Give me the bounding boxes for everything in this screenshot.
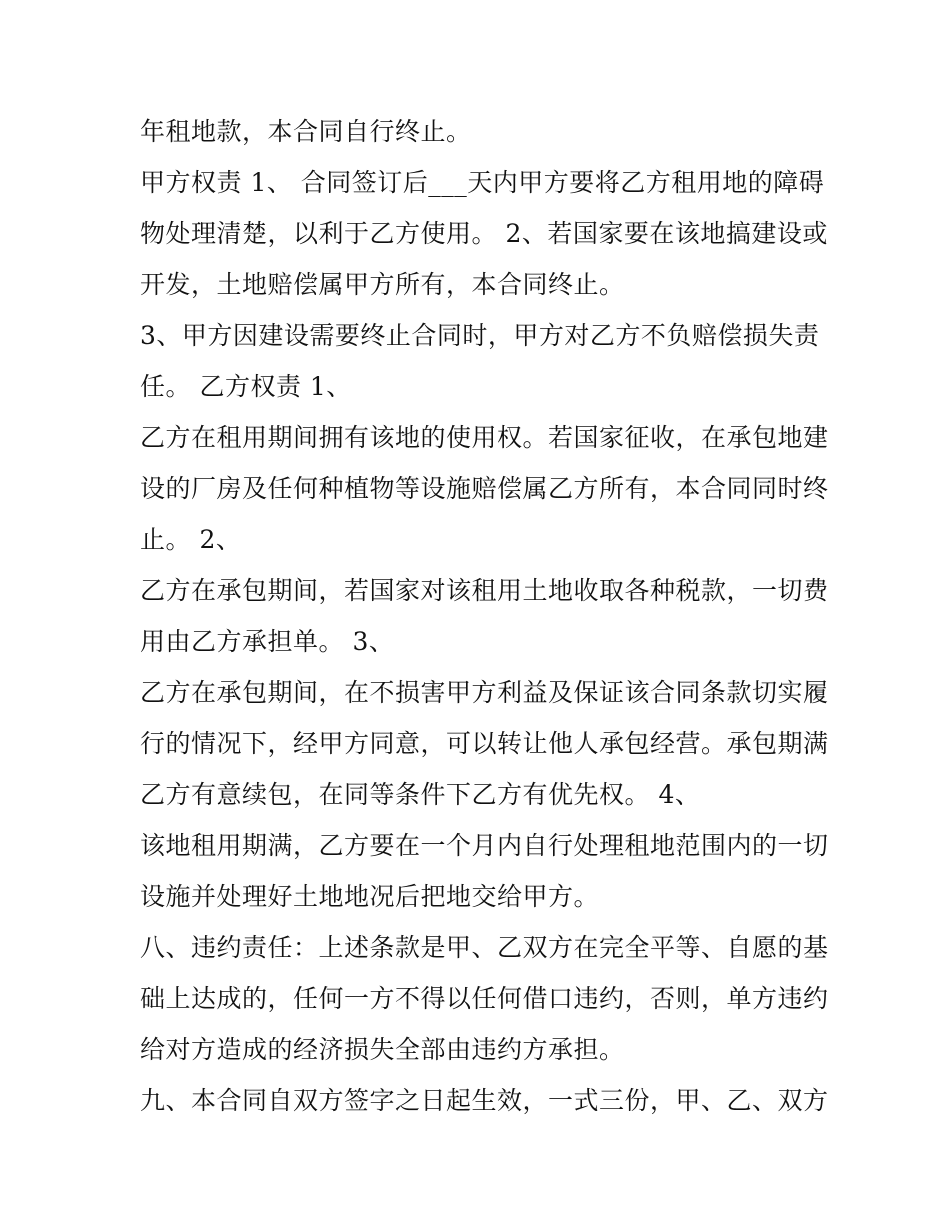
text-line: 行的情况下，经甲方同意，可以转让他人承包经营。承包期满	[140, 729, 829, 758]
text-line: 设的厂房及任何种植物等设施赔偿属乙方所有，本合同同时终	[140, 474, 829, 503]
text-line: 乙方在租用期间拥有该地的使用权。若国家征收，在承包地建	[140, 423, 829, 452]
text-line: 用由乙方承担单。 3、	[140, 627, 395, 656]
text-line: 开发，土地赔偿属甲方所有，本合同终止。	[140, 270, 625, 299]
text-line: 任。 乙方权责 1、	[140, 372, 352, 401]
text-line: 八、违约责任：上述条款是甲、乙双方在完全平等、自愿的基	[140, 933, 829, 962]
text-line: 乙方有意续包，在同等条件下乙方有优先权。 4、	[140, 780, 701, 809]
text-line: 3、甲方因建设需要终止合同时，甲方对乙方不负赔偿损失责	[140, 321, 820, 350]
text-line: 设施并处理好土地地况后把地交给甲方。	[140, 882, 600, 911]
text-line: 给对方造成的经济损失全部由违约方承担。	[140, 1035, 625, 1064]
text-line: 物处理清楚，以利于乙方使用。 2、若国家要在该地搞建设或	[140, 219, 828, 248]
text-line: 年租地款，本合同自行终止。	[140, 117, 472, 146]
text-line: 础上达成的，任何一方不得以任何借口违约，否则，单方违约	[140, 984, 829, 1013]
text-line: 九、本合同自双方签字之日起生效，一式三份，甲、乙、双方	[140, 1086, 829, 1115]
text-line: 甲方权责 1、 合同签订后___天内甲方要将乙方租用地的障碍	[140, 168, 825, 197]
text-line: 乙方在承包期间，在不损害甲方利益及保证该合同条款切实履	[140, 678, 829, 707]
text-line: 乙方在承包期间，若国家对该租用土地收取各种税款，一切费	[140, 576, 829, 605]
text-line: 止。 2、	[140, 525, 242, 554]
contract-text	[140, 106, 830, 1126]
text-line: 该地租用期满，乙方要在一个月内自行处理租地范围内的一切	[140, 831, 829, 860]
